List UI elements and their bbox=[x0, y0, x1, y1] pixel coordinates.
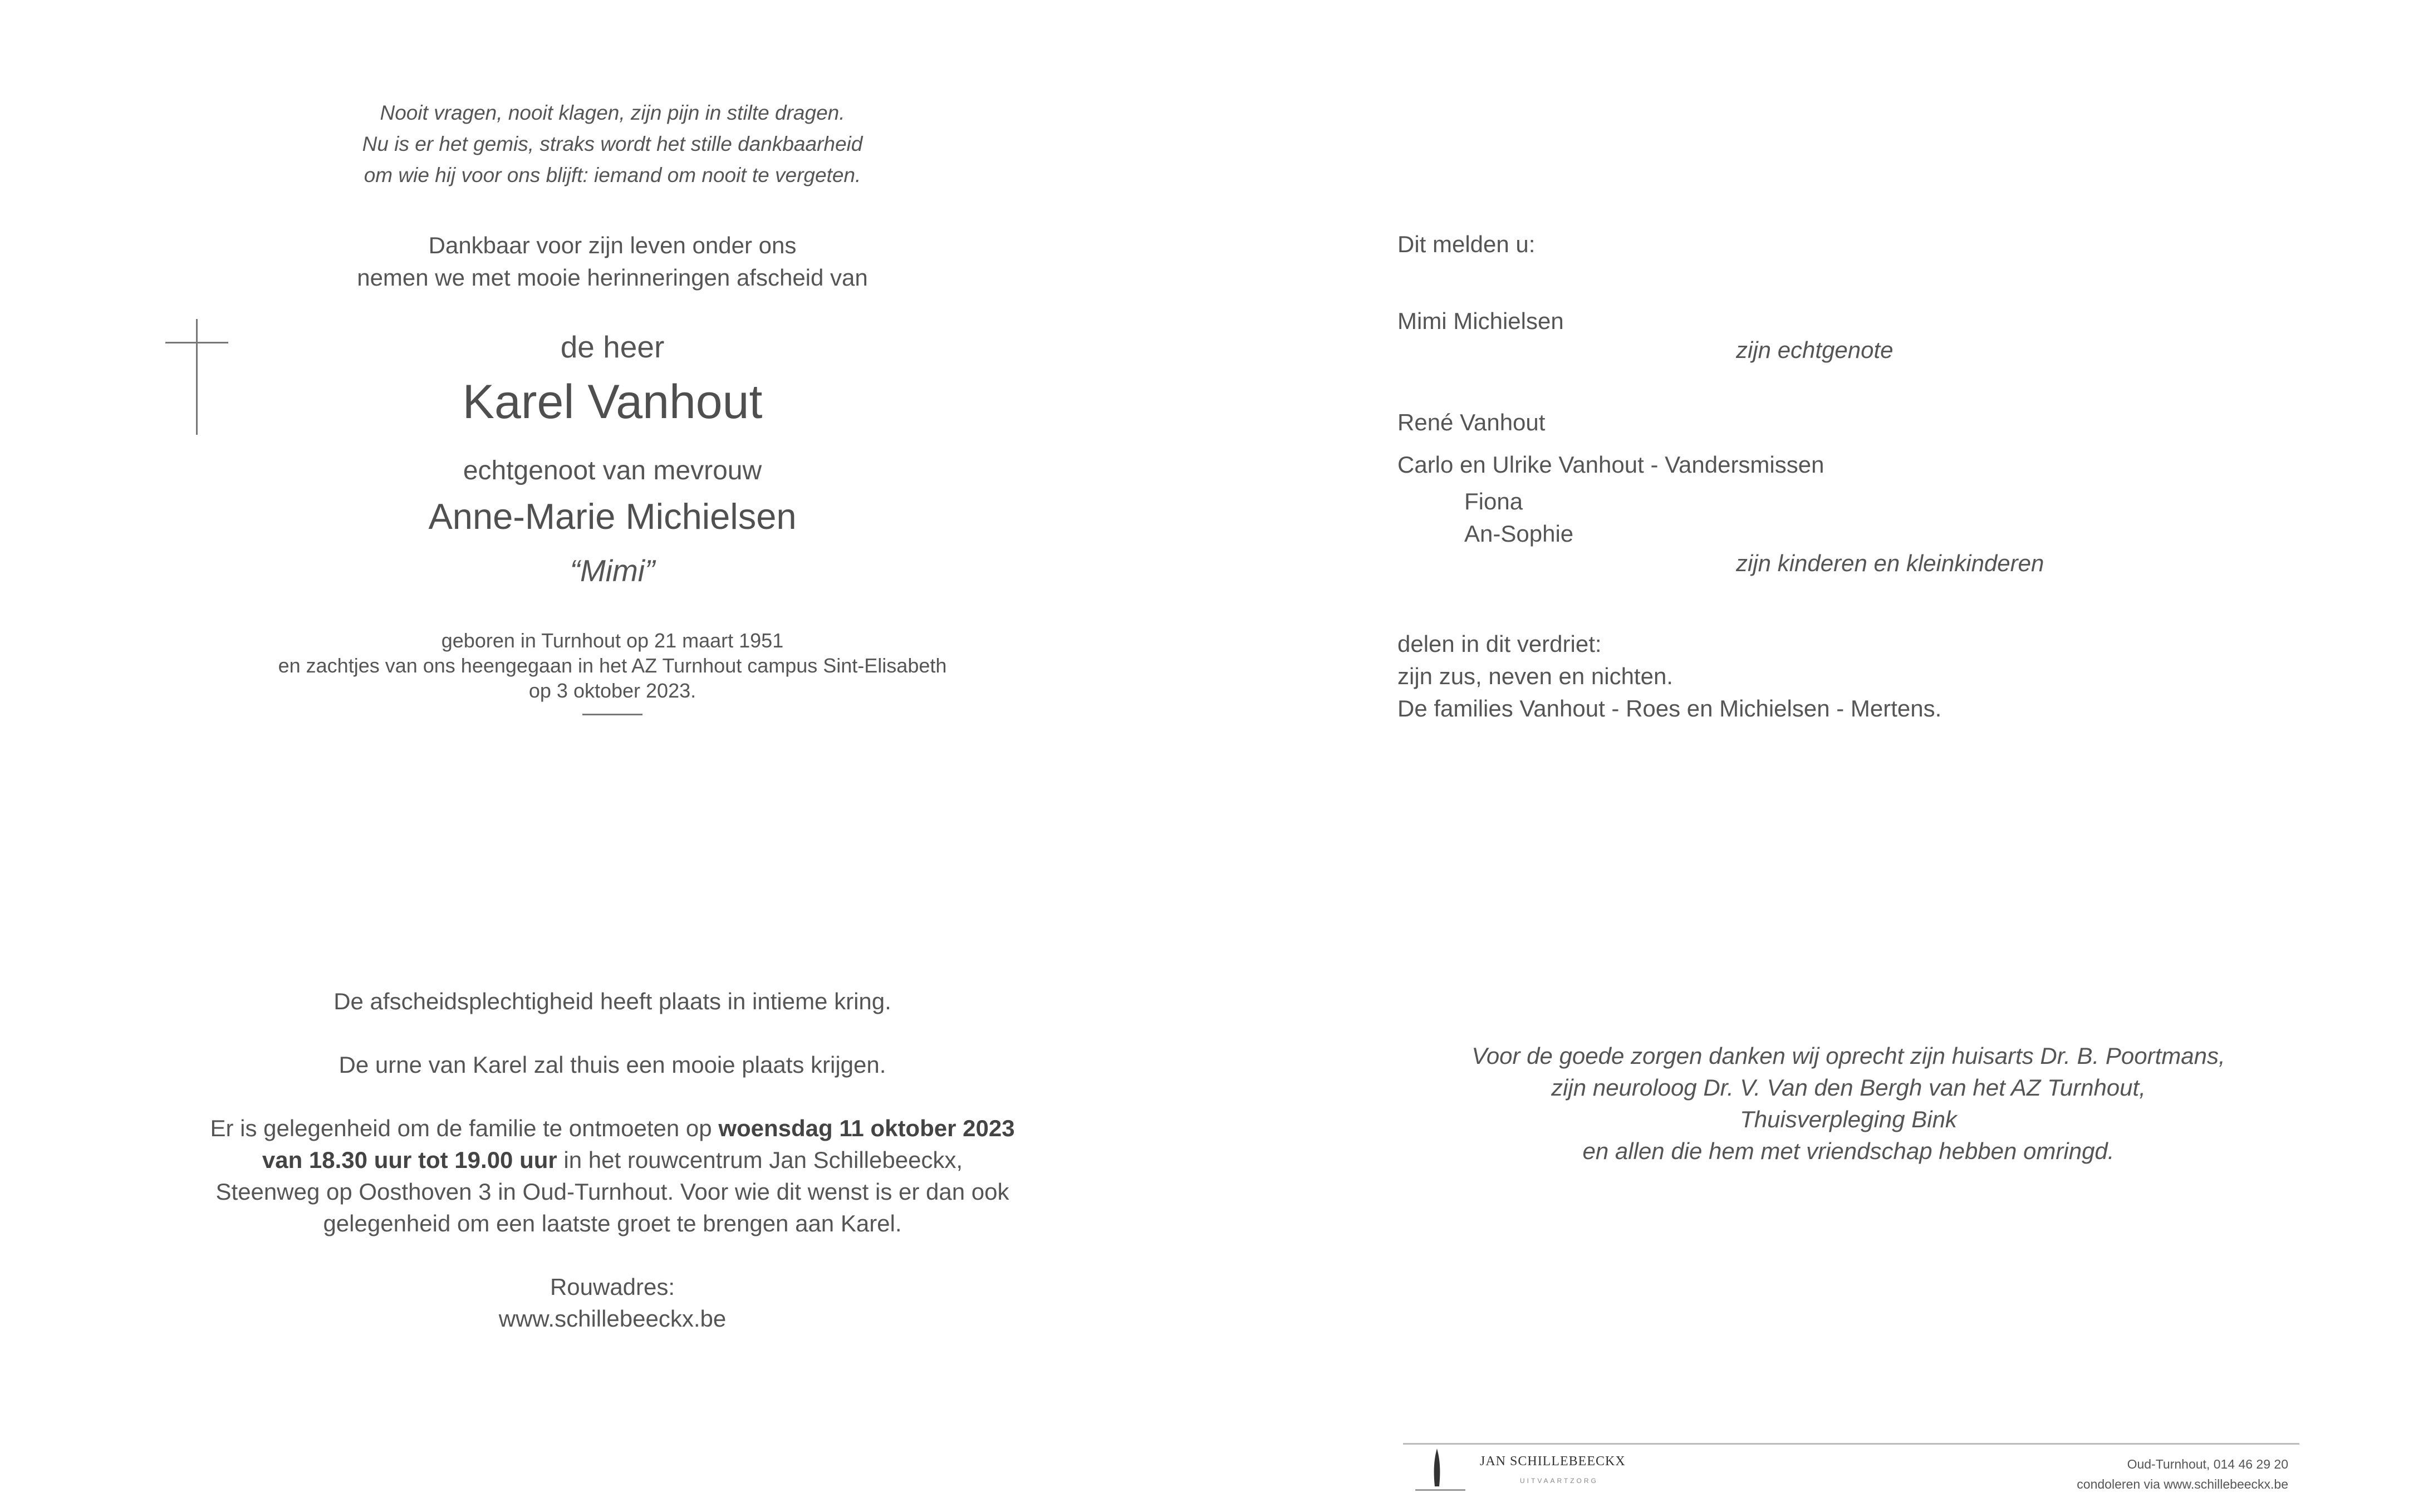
family-grandchild: An-Sophie bbox=[1464, 521, 1574, 547]
share-line: zijn zus, neven en nichten. bbox=[1397, 663, 1673, 689]
visitation-line bbox=[167, 1112, 1058, 1144]
spouse-intro: echtgenoot van mevrouw bbox=[463, 456, 762, 485]
share-line: delen in dit verdriet: bbox=[1397, 631, 1602, 657]
spouse-name: Anne-Marie Michielsen bbox=[428, 496, 797, 537]
visitation-line: Steenweg op Oosthoven 3 in Oud-Turnhout. Voor wie dit wenst is er dan ook bbox=[215, 1179, 1009, 1205]
family-spouse: Mimi Michielsen bbox=[1397, 308, 1564, 334]
visitation-time: van 18.30 uur tot 19.00 uur bbox=[262, 1147, 557, 1173]
thanks-line: zijn neuroloog Dr. V. Van den Bergh van het AZ Turnhout, bbox=[1551, 1074, 2146, 1101]
extended-family bbox=[1397, 628, 1941, 725]
brand-subtitle: UITVAARTZORG bbox=[1520, 1477, 1598, 1485]
share-line: De families Vanhout - Roes en Michielsen - Mertens. bbox=[1397, 695, 1942, 721]
children-role: zijn kinderen en kleinkinderen bbox=[1736, 550, 2044, 576]
brand-name: JAN SCHILLEBEECKX bbox=[1480, 1454, 1626, 1469]
urn-line: De urne van Karel zal thuis een mooie plaats krijgen. bbox=[339, 1052, 886, 1078]
spouse-role: zijn echtgenote bbox=[1736, 337, 1894, 363]
intro-line: nemen we met mooie herinneringen afscheid van bbox=[357, 264, 868, 291]
thanks-line: en allen die hem met vriendschap hebben omringd. bbox=[1582, 1138, 2115, 1164]
contact-phone: Oud-Turnhout, 014 46 29 20 bbox=[2127, 1457, 2288, 1471]
cross-icon bbox=[196, 319, 198, 435]
cypress-tree-icon bbox=[1429, 1447, 1445, 1490]
poem-line: Nu is er het gemis, straks wordt het stille dankbaarheid bbox=[362, 132, 863, 155]
poem bbox=[278, 97, 946, 191]
ceremony-info bbox=[167, 985, 1058, 1334]
poem-line: Nooit vragen, nooit klagen, zijn pijn in stilte dragen. bbox=[380, 101, 845, 124]
thanks-line: Voor de goede zorgen danken wij oprecht zijn huisarts Dr. B. Poortmans, bbox=[1471, 1043, 2225, 1069]
intro-text bbox=[278, 229, 946, 294]
visitation-date: woensdag 11 oktober 2023 bbox=[718, 1115, 1015, 1141]
ceremony-line: De afscheidsplechtigheid heeft plaats in intieme kring. bbox=[333, 988, 891, 1014]
family-child: René Vanhout bbox=[1397, 409, 1546, 435]
thanks-text bbox=[1381, 1040, 2316, 1167]
deceased-name: Karel Vanhout bbox=[462, 375, 763, 429]
honorific: de heer bbox=[560, 330, 665, 364]
poem-line: om wie hij voor ons blijft: iemand om nooit te vergeten. bbox=[364, 164, 861, 186]
divider bbox=[582, 714, 642, 715]
visitation-text: in het rouwcentrum Jan Schillebeeckx, bbox=[557, 1147, 963, 1173]
life-dates bbox=[223, 628, 1002, 703]
visitation-text: Er is gelegenheid om de familie te ontmoeten op bbox=[210, 1115, 719, 1141]
nickname: “Mimi” bbox=[570, 553, 655, 588]
family-grandchild: Fiona bbox=[1464, 488, 1523, 514]
footer-divider bbox=[1403, 1443, 2299, 1445]
visitation-line: gelegenheid om een laatste groet te brengen aan Karel. bbox=[323, 1210, 902, 1236]
logo-baseline bbox=[1415, 1489, 1465, 1491]
intro-line: Dankbaar voor zijn leven onder ons bbox=[428, 232, 797, 258]
visitation-line bbox=[167, 1144, 1058, 1176]
thanks-line: Thuisverpleging Bink bbox=[1740, 1106, 1957, 1132]
announce-text: Dit melden u: bbox=[1397, 231, 1536, 257]
date-line: op 3 oktober 2023. bbox=[528, 679, 696, 702]
address-link[interactable]: www.schillebeeckx.be bbox=[498, 1305, 727, 1332]
family-child: Carlo en Ulrike Vanhout - Vandersmissen bbox=[1397, 451, 1824, 478]
date-line: en zachtjes van ons heengegaan in het AZ Turnhout campus Sint-Elisabeth bbox=[278, 654, 947, 677]
contact-website[interactable]: condoleren via www.schillebeeckx.be bbox=[2077, 1477, 2288, 1491]
address-label: Rouwadres: bbox=[550, 1274, 675, 1300]
cross-icon-crossbar bbox=[165, 342, 228, 343]
contact-info bbox=[1949, 1454, 2288, 1494]
date-line: geboren in Turnhout op 21 maart 1951 bbox=[441, 629, 784, 652]
